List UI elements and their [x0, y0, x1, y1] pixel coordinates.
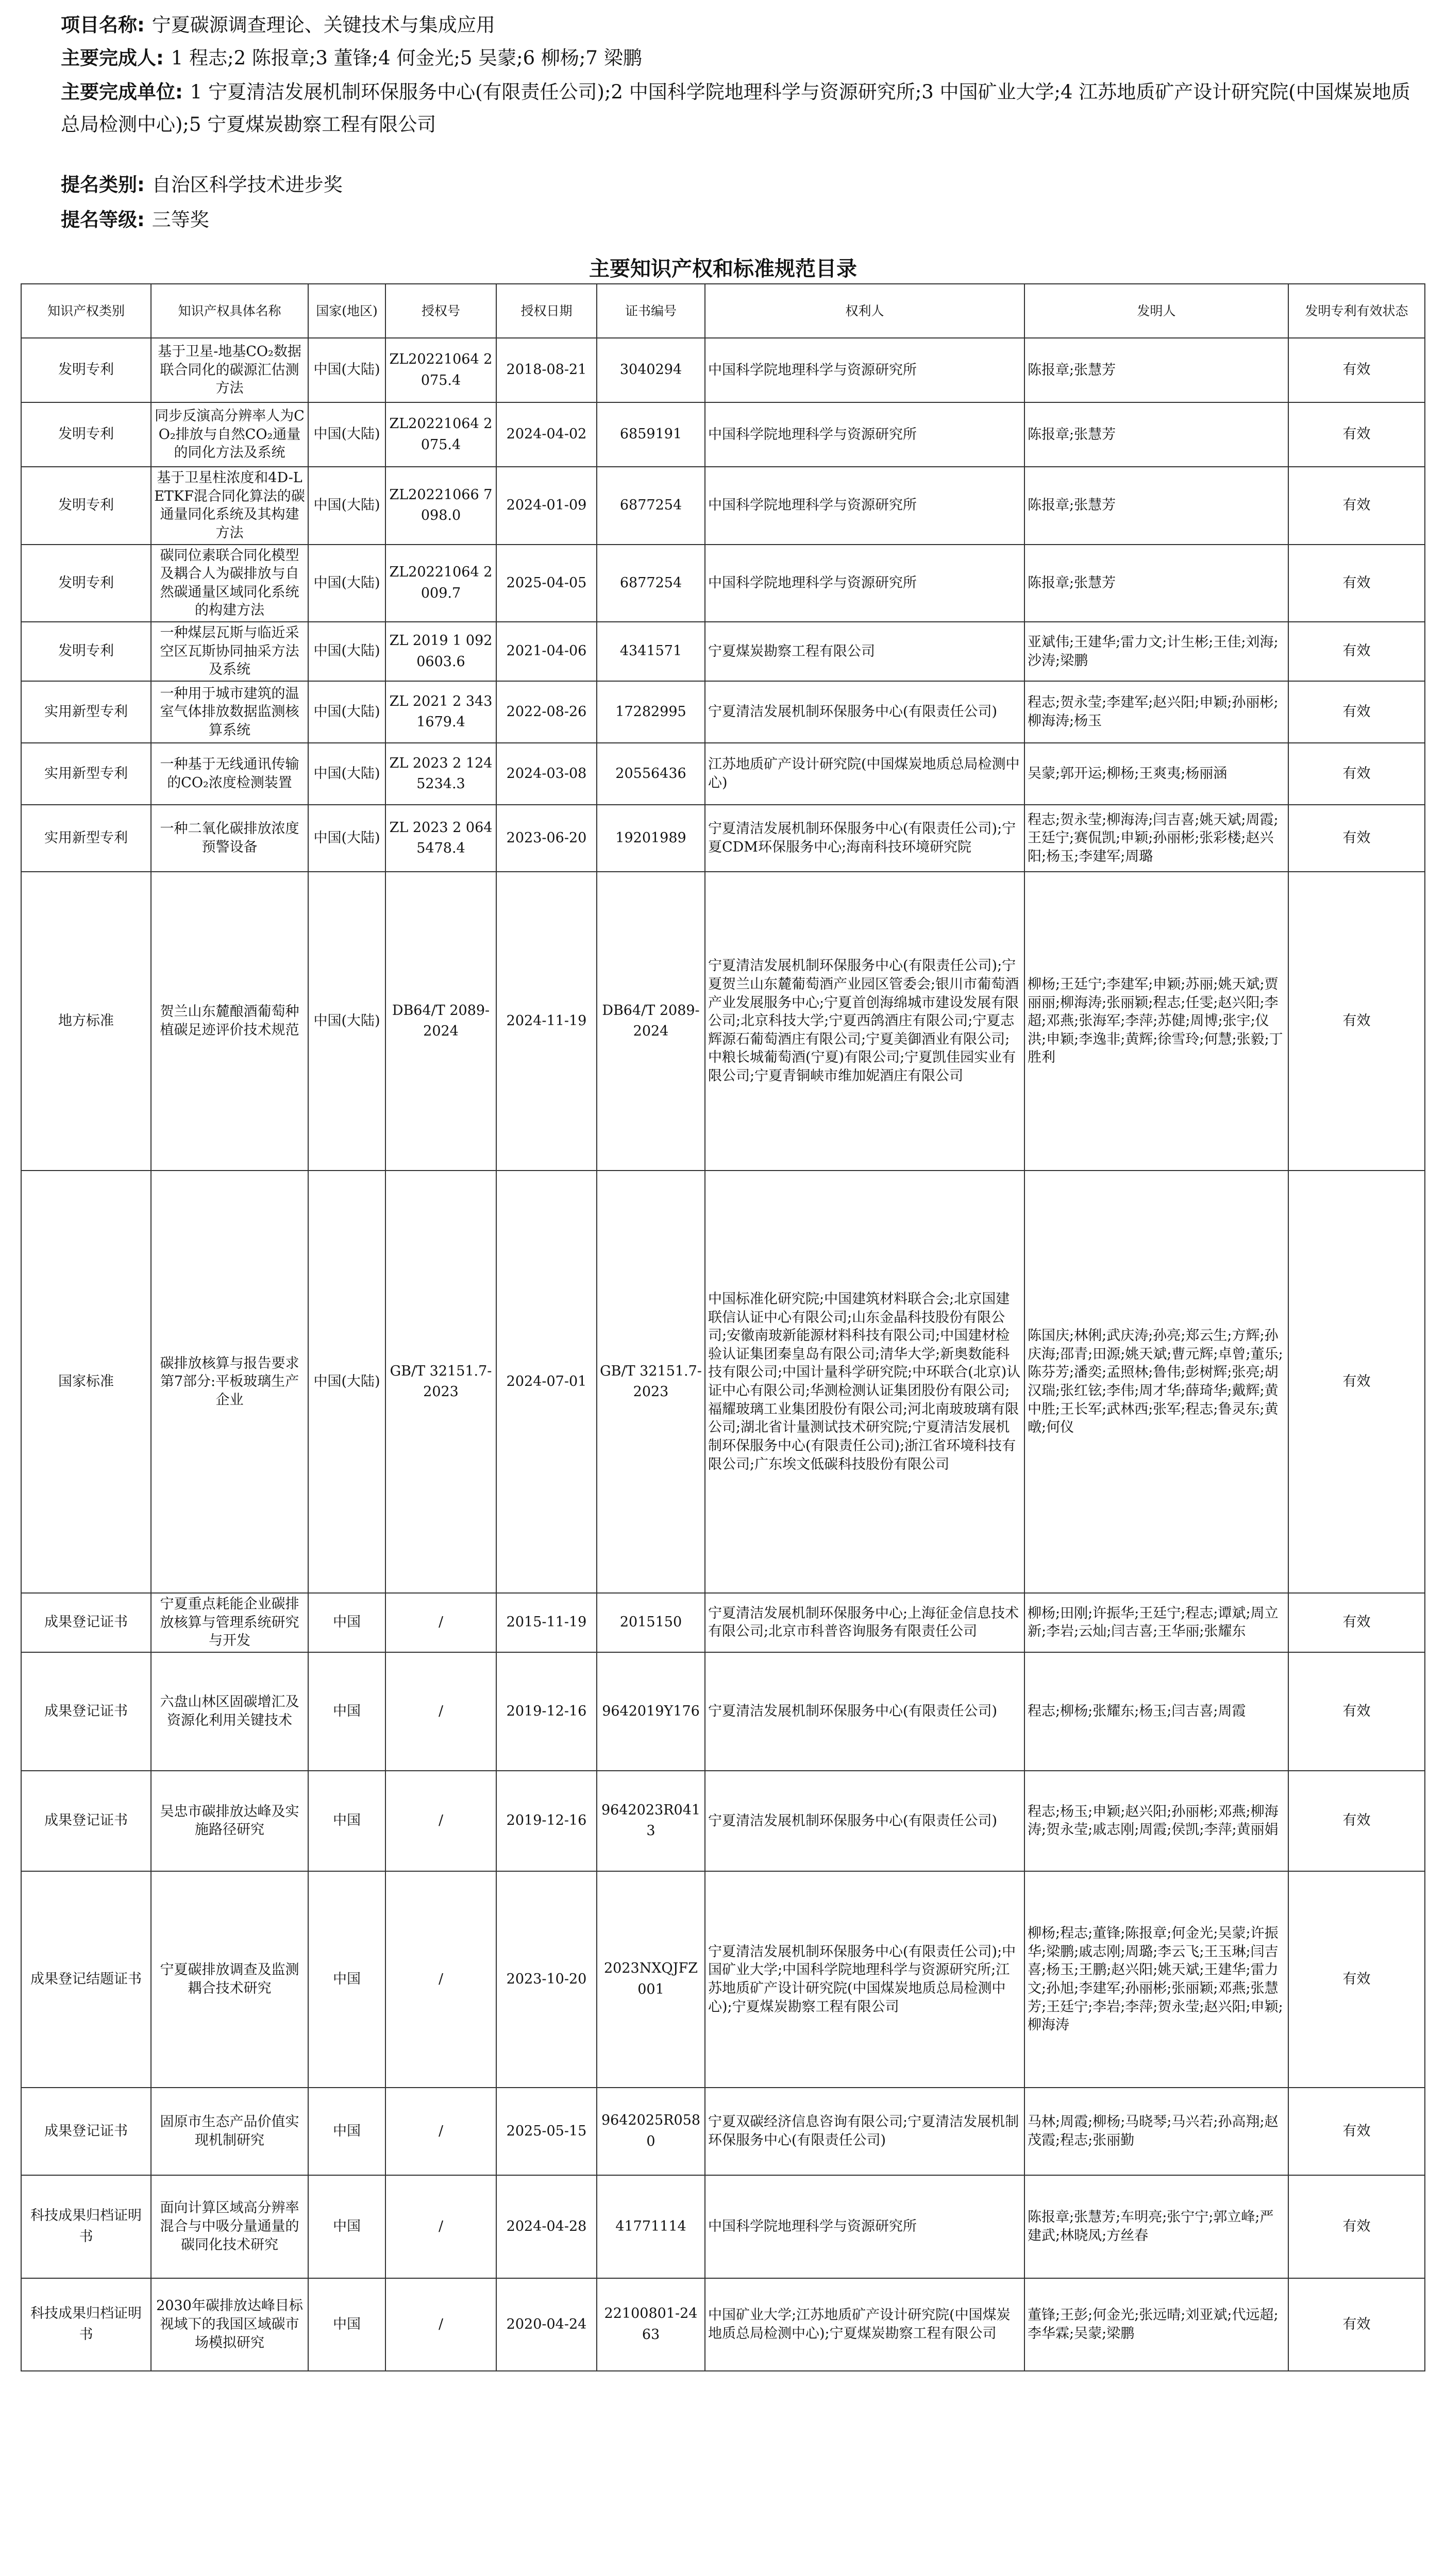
ip-header-country: 国家(地区) [308, 284, 385, 338]
ip-auth-no-cell: ZL20221066 7098.0 [385, 467, 496, 545]
ip-header-name: 知识产权具体名称 [151, 284, 308, 338]
ip-header-cert-no: 证书编号 [597, 284, 705, 338]
ip-category-cell: 实用新型专利 [21, 743, 151, 805]
ip-auth-no-cell: GB/T 32151.7-2023 [385, 1171, 496, 1593]
ip-status-cell: 有效 [1288, 467, 1425, 545]
ip-cert-no-cell: 6877254 [597, 545, 705, 622]
ip-auth-date-cell: 2019-12-16 [496, 1652, 597, 1771]
ip-cert-no-cell: 2015150 [597, 1593, 705, 1652]
ip-auth-date-cell: 2025-04-05 [496, 545, 597, 622]
ip-category-cell: 发明专利 [21, 338, 151, 402]
ip-row [21, 743, 1425, 805]
ip-country-cell: 中国(大陆) [308, 681, 385, 743]
ip-cert-no-cell: 41771114 [597, 2175, 705, 2278]
project-name-line [61, 10, 1411, 40]
ip-inventors-cell: 程志;杨玉;申颖;赵兴阳;孙丽彬;邓燕;柳海涛;贺永莹;戚志刚;周霞;侯凯;李萍;黄丽娟 [1024, 1771, 1288, 1871]
ip-category-cell: 成果登记证书 [21, 2088, 151, 2175]
nomination-grade-label: 提名等级: [61, 209, 145, 231]
ip-auth-no-cell: ZL20221064 2075.4 [385, 338, 496, 402]
ip-name-cell: 六盘山林区固碳增汇及资源化利用关键技术 [151, 1652, 308, 1771]
ip-owner-cell: 宁夏清洁发展机制环保服务中心;上海征金信息技术有限公司;北京市科普咨询服务有限责任公司 [705, 1593, 1024, 1652]
ip-header-row [21, 284, 1425, 338]
ip-category-cell: 实用新型专利 [21, 681, 151, 743]
ip-auth-no-cell: ZL20221064 2009.7 [385, 545, 496, 622]
ip-cert-no-cell: 9642025R0580 [597, 2088, 705, 2175]
ip-category-cell: 科技成果归档证明书 [21, 2278, 151, 2371]
ip-auth-no-cell: DB64/T 2089-2024 [385, 872, 496, 1171]
ip-inventors-cell: 程志;贺永莹;柳海涛;闫吉喜;姚天斌;周霞;王廷宁;赛侃凯;申颖;孙丽彬;张彩楼;赵兴阳;杨玉;李建军;周璐 [1024, 805, 1288, 872]
ip-inventors-cell: 陈报章;张慧芳 [1024, 467, 1288, 545]
ip-name-cell: 碳同位素联合同化模型及耦合人为碳排放与自然碳通量区域同化系统的构建方法 [151, 545, 308, 622]
main-units-line [61, 76, 1411, 141]
ip-row [21, 467, 1425, 545]
ip-row [21, 2088, 1425, 2175]
ip-category-cell: 成果登记结题证书 [21, 1871, 151, 2088]
ip-inventors-cell: 陈报章;张慧芳 [1024, 338, 1288, 402]
ip-country-cell: 中国 [308, 2088, 385, 2175]
nomination-category-line [61, 170, 1411, 199]
ip-status-cell: 有效 [1288, 1171, 1425, 1593]
ip-auth-date-cell: 2015-11-19 [496, 1593, 597, 1652]
ip-auth-date-cell: 2023-10-20 [496, 1871, 597, 2088]
ip-category-cell: 发明专利 [21, 622, 151, 681]
ip-status-cell: 有效 [1288, 872, 1425, 1171]
ip-status-cell: 有效 [1288, 622, 1425, 681]
ip-country-cell: 中国 [308, 1871, 385, 2088]
ip-name-cell: 宁夏碳排放调查及监测耦合技术研究 [151, 1871, 308, 2088]
main-people-line [61, 43, 1411, 73]
ip-status-cell: 有效 [1288, 1593, 1425, 1652]
ip-owner-cell: 中国科学院地理科学与资源研究所 [705, 467, 1024, 545]
ip-category-cell: 发明专利 [21, 545, 151, 622]
ip-auth-date-cell: 2024-01-09 [496, 467, 597, 545]
ip-owner-cell: 中国矿业大学;江苏地质矿产设计研究院(中国煤炭地质总局检测中心);宁夏煤炭勘察工程有限公司 [705, 2278, 1024, 2371]
ip-status-cell: 有效 [1288, 2278, 1425, 2371]
ip-auth-date-cell: 2023-06-20 [496, 805, 597, 872]
ip-cert-no-cell: 6877254 [597, 467, 705, 545]
ip-row [21, 872, 1425, 1171]
ip-name-cell: 宁夏重点耗能企业碳排放核算与管理系统研究与开发 [151, 1593, 308, 1652]
ip-inventors-cell: 柳杨;程志;董锋;陈报章;何金光;吴蒙;许振华;梁鹏;戚志刚;周璐;李云飞;王玉琳;闫吉喜;杨玉;王鹏;赵兴阳;姚天斌;王建华;雷力文;孙旭;李建军;孙丽彬;张丽颖;邓燕;张慧芳;王廷宁;李岩;李萍;贺永莹;赵兴阳;申颖;柳海涛 [1024, 1871, 1288, 2088]
ip-owner-cell: 宁夏清洁发展机制环保服务中心(有限责任公司);宁夏CDM环保服务中心;海南科技环境研究院 [705, 805, 1024, 872]
ip-country-cell: 中国 [308, 2278, 385, 2371]
ip-country-cell: 中国(大陆) [308, 338, 385, 402]
ip-category-cell: 发明专利 [21, 402, 151, 467]
nomination-category-value: 自治区科学技术进步奖 [152, 174, 343, 196]
ip-row [21, 1652, 1425, 1771]
ip-header-status: 发明专利有效状态 [1288, 284, 1425, 338]
ip-country-cell: 中国(大陆) [308, 872, 385, 1171]
ip-country-cell: 中国(大陆) [308, 545, 385, 622]
ip-owner-cell: 中国科学院地理科学与资源研究所 [705, 545, 1024, 622]
ip-status-cell: 有效 [1288, 1652, 1425, 1771]
ip-row [21, 1771, 1425, 1871]
main-units-label: 主要完成单位: [61, 81, 183, 103]
ip-row [21, 805, 1425, 872]
ip-inventors-cell: 程志;柳杨;张耀东;杨玉;闫吉喜;周霞 [1024, 1652, 1288, 1771]
ip-row [21, 1871, 1425, 2088]
ip-auth-no-cell: / [385, 2175, 496, 2278]
ip-name-cell: 固原市生态产品价值实现机制研究 [151, 2088, 308, 2175]
ip-country-cell: 中国(大陆) [308, 622, 385, 681]
ip-category-cell: 科技成果归档证明书 [21, 2175, 151, 2278]
ip-owner-cell: 宁夏清洁发展机制环保服务中心(有限责任公司);宁夏贺兰山东麓葡萄酒产业园区管委会;银川市葡萄酒产业发展服务中心;宁夏首创海绵城市建设发展有限公司;北京科技大学;宁夏西鸽酒庄有限公司;宁夏志辉源石葡萄酒庄有限公司;宁夏美御酒业有限公司;中粮长城葡萄酒(宁夏)有限公司;宁夏凯佳园实业有限公司;宁夏青铜峡市维加妮酒庄有限公司 [705, 872, 1024, 1171]
ip-country-cell: 中国 [308, 2175, 385, 2278]
ip-row [21, 402, 1425, 467]
ip-auth-no-cell: ZL20221064 2075.4 [385, 402, 496, 467]
ip-row [21, 622, 1425, 681]
ip-name-cell: 贺兰山东麓酿酒葡萄种植碳足迹评价技术规范 [151, 872, 308, 1171]
ip-row [21, 338, 1425, 402]
ip-auth-date-cell: 2022-08-26 [496, 681, 597, 743]
ip-auth-no-cell: / [385, 1593, 496, 1652]
ip-auth-no-cell: / [385, 2088, 496, 2175]
ip-owner-cell: 宁夏煤炭勘察工程有限公司 [705, 622, 1024, 681]
ip-category-cell: 成果登记证书 [21, 1593, 151, 1652]
ip-owner-cell: 中国标准化研究院;中国建筑材料联合会;北京国建联信认证中心有限公司;山东金晶科技股份有限公司;安徽南玻新能源材料科技有限公司;中国建材检验认证集团秦皇岛有限公司;清华大学;新奥数能科技有限公司;中国计量科学研究院;中环联合(北京)认证中心有限公司;华测检测认证集团股份有限公司;福耀玻璃工业集团股份有限公司;河北南玻玻璃有限公司;湖北省计量测试技术研究院;宁夏清洁发展机制环保服务中心(有限责任公司);浙江省环境科技有限公司;广东埃文低碳科技股份有限公司 [705, 1171, 1024, 1593]
ip-owner-cell: 宁夏清洁发展机制环保服务中心(有限责任公司) [705, 681, 1024, 743]
ip-auth-date-cell: 2024-03-08 [496, 743, 597, 805]
ip-status-cell: 有效 [1288, 1871, 1425, 2088]
ip-header-category: 知识产权类别 [21, 284, 151, 338]
ip-inventors-cell: 柳杨;王廷宁;李建军;申颖;苏丽;姚天斌;贾丽丽;柳海涛;张丽颖;程志;任雯;赵兴阳;李超;邓燕;张海军;李萍;苏健;周博;张宇;仪洪;申颖;李逸非;黄辉;徐雪玲;何慧;张毅;丁胜利 [1024, 872, 1288, 1171]
ip-category-cell: 实用新型专利 [21, 805, 151, 872]
ip-auth-date-cell: 2021-04-06 [496, 622, 597, 681]
ip-auth-date-cell: 2025-05-15 [496, 2088, 597, 2175]
ip-inventors-cell: 陈报章;张慧芳 [1024, 402, 1288, 467]
project-name-label: 项目名称: [61, 14, 145, 36]
ip-owner-cell: 中国科学院地理科学与资源研究所 [705, 338, 1024, 402]
ip-row [21, 681, 1425, 743]
ip-category-cell: 成果登记证书 [21, 1771, 151, 1871]
ip-name-cell: 碳排放核算与报告要求 第7部分:平板玻璃生产企业 [151, 1171, 308, 1593]
ip-status-cell: 有效 [1288, 2175, 1425, 2278]
ip-name-cell: 一种基于无线通讯传输的CO₂浓度检测装置 [151, 743, 308, 805]
ip-status-cell: 有效 [1288, 545, 1425, 622]
ip-auth-date-cell: 2024-11-19 [496, 872, 597, 1171]
ip-country-cell: 中国 [308, 1593, 385, 1652]
ip-country-cell: 中国 [308, 1652, 385, 1771]
ip-cert-no-cell: 20556436 [597, 743, 705, 805]
ip-inventors-cell: 陈报章;张慧芳;车明亮;张宁宁;郭立峰;严建武;林晓凤;方丝春 [1024, 2175, 1288, 2278]
ip-header-auth-date: 授权日期 [496, 284, 597, 338]
ip-cert-no-cell: 22100801-2463 [597, 2278, 705, 2371]
ip-auth-no-cell: / [385, 1652, 496, 1771]
nomination-grade-line [61, 205, 1411, 234]
ip-owner-cell: 江苏地质矿产设计研究院(中国煤炭地质总局检测中心) [705, 743, 1024, 805]
ip-name-cell: 一种用于城市建筑的温室气体排放数据监测核算系统 [151, 681, 308, 743]
ip-status-cell: 有效 [1288, 2088, 1425, 2175]
ip-auth-no-cell: ZL 2023 2 0645478.4 [385, 805, 496, 872]
ip-cert-no-cell: 3040294 [597, 338, 705, 402]
ip-name-cell: 2030年碳排放达峰目标视域下的我国区域碳市场模拟研究 [151, 2278, 308, 2371]
ip-row [21, 545, 1425, 622]
ip-country-cell: 中国(大陆) [308, 467, 385, 545]
ip-row [21, 2175, 1425, 2278]
ip-inventors-cell: 陈国庆;林俐;武庆涛;孙亮;郑云生;方辉;孙庆海;邵青;田源;姚天斌;曹元辉;卓曾;董乐;陈芬芳;潘奕;孟照林;鲁伟;彭树辉;张亮;胡汉瑞;张红铉;李伟;周才华;薛琦华;戴辉;黄中胜;王长军;武林西;张军;程志;鲁灵东;黄暾;何仪 [1024, 1171, 1288, 1593]
ip-owner-cell: 宁夏清洁发展机制环保服务中心(有限责任公司);中国矿业大学;中国科学院地理科学与资源研究所;江苏地质矿产设计研究院(中国煤炭地质总局检测中心);宁夏煤炭勘察工程有限公司 [705, 1871, 1024, 2088]
ip-auth-no-cell: / [385, 1771, 496, 1871]
ip-country-cell: 中国(大陆) [308, 743, 385, 805]
ip-name-cell: 一种煤层瓦斯与临近采空区瓦斯协同抽采方法及系统 [151, 622, 308, 681]
ip-inventors-cell: 马林;周霞;柳杨;马晓琴;马兴若;孙高翔;赵茂霞;程志;张丽勤 [1024, 2088, 1288, 2175]
ip-cert-no-cell: 6859191 [597, 402, 705, 467]
ip-category-cell: 国家标准 [21, 1171, 151, 1593]
ip-inventors-cell: 董锋;王彭;何金光;张远晴;刘亚斌;代远超;李华霖;吴蒙;梁鹏 [1024, 2278, 1288, 2371]
ip-country-cell: 中国(大陆) [308, 805, 385, 872]
ip-inventors-cell: 程志;贺永莹;李建军;赵兴阳;申颖;孙丽彬;柳海涛;杨玉 [1024, 681, 1288, 743]
ip-category-cell: 成果登记证书 [21, 1652, 151, 1771]
ip-header-inventors: 发明人 [1024, 284, 1288, 338]
ip-name-cell: 吴忠市碳排放达峰及实施路径研究 [151, 1771, 308, 1871]
ip-status-cell: 有效 [1288, 743, 1425, 805]
ip-inventors-cell: 陈报章;张慧芳 [1024, 545, 1288, 622]
ip-name-cell: 基于卫星柱浓度和4D-LETKF混合同化算法的碳通量同化系统及其构建方法 [151, 467, 308, 545]
ip-inventors-cell: 亚斌伟;王建华;雷力文;计生彬;王佳;刘海;沙涛;梁鹏 [1024, 622, 1288, 681]
ip-inventors-cell: 吴蒙;郭开运;柳杨;王爽夷;杨丽涵 [1024, 743, 1288, 805]
ip-auth-date-cell: 2024-07-01 [496, 1171, 597, 1593]
ip-category-cell: 发明专利 [21, 467, 151, 545]
ip-cert-no-cell: GB/T 32151.7-2023 [597, 1171, 705, 1593]
ip-auth-no-cell: / [385, 2278, 496, 2371]
ip-name-cell: 基于卫星-地基CO₂数据联合同化的碳源汇估测方法 [151, 338, 308, 402]
ip-cert-no-cell: 2023NXQJFZ001 [597, 1871, 705, 2088]
ip-name-cell: 面向计算区域高分辨率混合与中吸分量通量的碳同化技术研究 [151, 2175, 308, 2278]
ip-auth-date-cell: 2018-08-21 [496, 338, 597, 402]
ip-status-cell: 有效 [1288, 338, 1425, 402]
ip-auth-no-cell: ZL 2021 2 3431679.4 [385, 681, 496, 743]
ip-status-cell: 有效 [1288, 681, 1425, 743]
ip-cert-no-cell: 4341571 [597, 622, 705, 681]
ip-cert-no-cell: 9642023R0413 [597, 1771, 705, 1871]
ip-auth-no-cell: ZL 2023 2 1245234.3 [385, 743, 496, 805]
ip-name-cell: 同步反演高分辨率人为CO₂排放与自然CO₂通量的同化方法及系统 [151, 402, 308, 467]
ip-owner-cell: 中国科学院地理科学与资源研究所 [705, 2175, 1024, 2278]
ip-auth-date-cell: 2024-04-02 [496, 402, 597, 467]
ip-auth-date-cell: 2024-04-28 [496, 2175, 597, 2278]
ip-owner-cell: 宁夏清洁发展机制环保服务中心(有限责任公司) [705, 1771, 1024, 1871]
ip-status-cell: 有效 [1288, 1771, 1425, 1871]
ip-category-cell: 地方标准 [21, 872, 151, 1171]
ip-name-cell: 一种二氧化碳排放浓度预警设备 [151, 805, 308, 872]
ip-auth-date-cell: 2020-04-24 [496, 2278, 597, 2371]
ip-status-cell: 有效 [1288, 402, 1425, 467]
ip-owner-cell: 宁夏清洁发展机制环保服务中心(有限责任公司) [705, 1652, 1024, 1771]
ip-status-cell: 有效 [1288, 805, 1425, 872]
ip-owner-cell: 宁夏双碳经济信息咨询有限公司;宁夏清洁发展机制环保服务中心(有限责任公司) [705, 2088, 1024, 2175]
ip-owner-cell: 中国科学院地理科学与资源研究所 [705, 402, 1024, 467]
main-units-value: 1 宁夏清洁发展机制环保服务中心(有限责任公司);2 中国科学院地理科学与资源研究所;3 中国矿业大学;4 江苏地质矿产设计研究院(中国煤炭地质总局检测中心);5 宁夏煤炭勘察工程有限公司 [61, 81, 1410, 135]
ip-row [21, 1171, 1425, 1593]
main-people-label: 主要完成人: [61, 47, 164, 69]
ip-cert-no-cell: 17282995 [597, 681, 705, 743]
ip-section-title: 主要知识产权和标准规范目录 [589, 257, 857, 281]
ip-cert-no-cell: DB64/T 2089-2024 [597, 872, 705, 1171]
ip-auth-no-cell: / [385, 1871, 496, 2088]
ip-cert-no-cell: 9642019Y176 [597, 1652, 705, 1771]
nomination-grade-value: 三等奖 [152, 209, 209, 231]
ip-header-owner: 权利人 [705, 284, 1024, 338]
ip-auth-date-cell: 2019-12-16 [496, 1771, 597, 1871]
ip-table [21, 283, 1425, 2371]
ip-country-cell: 中国 [308, 1771, 385, 1871]
project-name-value: 宁夏碳源调查理论、关键技术与集成应用 [152, 14, 495, 36]
ip-country-cell: 中国(大陆) [308, 1171, 385, 1593]
ip-country-cell: 中国(大陆) [308, 402, 385, 467]
ip-auth-no-cell: ZL 2019 1 0920603.6 [385, 622, 496, 681]
ip-row [21, 2278, 1425, 2371]
ip-inventors-cell: 柳杨;田刚;许振华;王廷宁;程志;谭斌;周立新;李岩;云灿;闫吉喜;王华丽;张耀东 [1024, 1593, 1288, 1652]
ip-cert-no-cell: 19201989 [597, 805, 705, 872]
main-people-value: 1 程志;2 陈报章;3 董锋;4 何金光;5 吴蒙;6 柳杨;7 梁鹏 [171, 47, 642, 69]
nomination-category-label: 提名类别: [61, 174, 145, 196]
ip-header-auth-no: 授权号 [385, 284, 496, 338]
ip-row [21, 1593, 1425, 1652]
